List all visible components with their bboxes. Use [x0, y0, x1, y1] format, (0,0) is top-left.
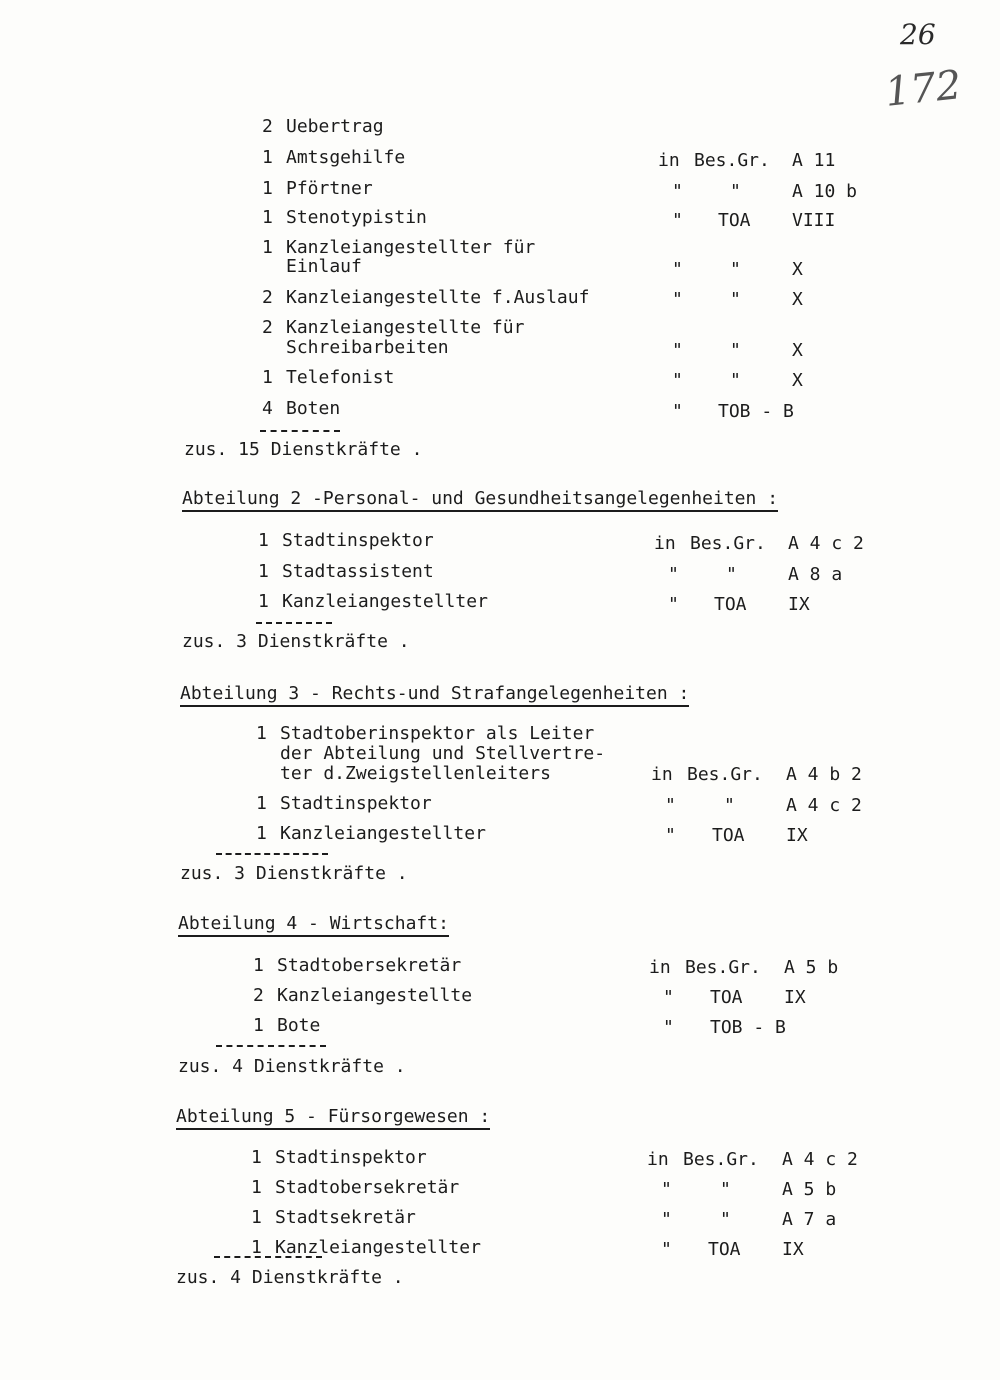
row-col1: in	[647, 1149, 669, 1170]
row-col1: "	[665, 825, 676, 846]
row-col2: "	[720, 1179, 731, 1200]
row-count: 1	[262, 178, 273, 199]
row-title-cont: ter d.Zweigstellenleiters	[280, 763, 551, 784]
row-col1: in	[651, 764, 673, 785]
row-title: Stadtinspektor	[275, 1147, 427, 1168]
page-number: 26	[900, 18, 936, 51]
row-col3: A 5 b	[784, 957, 839, 978]
row-col2: Bes.Gr.	[694, 150, 770, 171]
row-col2: Bes.Gr.	[683, 1149, 759, 1170]
row-col2: "	[724, 795, 735, 816]
row-title: Stadtinspektor	[282, 530, 434, 551]
row-col3: A 4 c 2	[788, 533, 864, 554]
row-title: Bote	[277, 1015, 321, 1036]
row-col3: VIII	[792, 210, 836, 231]
row-count: 1	[262, 207, 273, 228]
row-col1: "	[672, 210, 683, 231]
row-col3: A 11	[792, 150, 836, 171]
row-col2: "	[730, 289, 741, 310]
row-title: Kanzleiangestellter für	[286, 237, 536, 258]
row-col3: A 10 b	[792, 181, 858, 202]
row-count: 1	[251, 1237, 262, 1258]
sum-divider	[256, 622, 332, 624]
row-title: Stadtobersekretär	[275, 1177, 460, 1198]
section-heading: Abteilung 4 - Wirtschaft:	[178, 914, 449, 937]
section-total: zus. 3 Dienstkräfte .	[182, 631, 410, 652]
row-col1: "	[672, 340, 683, 361]
row-col3: A 7 a	[782, 1209, 837, 1230]
row-col1: in	[649, 957, 671, 978]
row-title: Kanzleiangestellter	[275, 1237, 481, 1258]
row-col2: TOA	[708, 1239, 741, 1260]
sum-divider	[260, 430, 340, 432]
row-col1: "	[665, 795, 676, 816]
folio-number: 172	[882, 62, 964, 116]
row-col1: "	[661, 1209, 672, 1230]
row-count: 2	[262, 287, 273, 308]
row-col2: TOA	[714, 594, 747, 615]
row-title: Stadtobersekretär	[277, 955, 462, 976]
row-col1: in	[654, 533, 676, 554]
row-col2: TOB - B	[718, 401, 794, 422]
row-title: Stadtassistent	[282, 561, 434, 582]
row-col2: "	[726, 564, 737, 585]
row-count: 1	[258, 591, 269, 612]
row-col3: A 8 a	[788, 564, 843, 585]
row-col3: A 4 c 2	[786, 795, 862, 816]
row-col3: X	[792, 259, 803, 280]
row-count: 1	[251, 1207, 262, 1228]
row-title: Amtsgehilfe	[286, 147, 406, 168]
row-title: Uebertrag	[286, 116, 384, 137]
row-title: Stadtinspektor	[280, 793, 432, 814]
row-col2: "	[730, 370, 741, 391]
row-col2: "	[730, 259, 741, 280]
section-heading: Abteilung 2 -Personal- und Gesundheitsangelegenheiten :	[182, 489, 778, 512]
row-count: 1	[256, 723, 267, 744]
row-title-cont: Einlauf	[286, 256, 362, 277]
row-col1: "	[663, 1017, 674, 1038]
row-col3: IX	[788, 594, 810, 615]
row-title: Telefonist	[286, 367, 395, 388]
row-col1: "	[661, 1239, 672, 1260]
row-col2: Bes.Gr.	[690, 533, 766, 554]
row-col2: Bes.Gr.	[687, 764, 763, 785]
row-col2: "	[730, 340, 741, 361]
section-total: zus. 3 Dienstkräfte .	[180, 863, 408, 884]
row-col1: "	[672, 401, 683, 422]
row-count: 1	[253, 1015, 264, 1036]
row-col1: "	[672, 181, 683, 202]
row-title-cont: Schreibarbeiten	[286, 337, 449, 358]
row-col3: IX	[784, 987, 806, 1008]
row-col3: A 5 b	[782, 1179, 837, 1200]
section-heading: Abteilung 3 - Rechts-und Strafangelegenheiten :	[180, 684, 689, 707]
row-col2: TOA	[712, 825, 745, 846]
row-title: Kanzleiangestellter	[282, 591, 488, 612]
row-count: 1	[256, 793, 267, 814]
row-col3: IX	[786, 825, 808, 846]
row-title: Pförtner	[286, 178, 373, 199]
row-title: Boten	[286, 398, 341, 419]
row-count: 1	[253, 955, 264, 976]
row-title: Kanzleiangestellte f.Auslauf	[286, 287, 590, 308]
row-col1: in	[658, 150, 680, 171]
row-count: 1	[256, 823, 267, 844]
section-total: zus. 15 Dienstkräfte .	[184, 439, 423, 460]
row-col3: A 4 b 2	[786, 764, 862, 785]
row-title: Stadtoberinspektor als Leiter	[280, 723, 595, 744]
row-col2: TOB - B	[710, 1017, 786, 1038]
sum-divider	[216, 1045, 326, 1047]
row-col1: "	[663, 987, 674, 1008]
section-heading: Abteilung 5 - Fürsorgewesen :	[176, 1107, 490, 1130]
row-count: 1	[251, 1147, 262, 1168]
row-count: 2	[253, 985, 264, 1006]
row-col1: "	[672, 370, 683, 391]
row-col3: A 4 c 2	[782, 1149, 858, 1170]
row-title: Stenotypistin	[286, 207, 427, 228]
row-count: 1	[258, 530, 269, 551]
row-col1: "	[672, 289, 683, 310]
row-col3: X	[792, 289, 803, 310]
row-col1: "	[668, 564, 679, 585]
row-col1: "	[672, 259, 683, 280]
row-count: 1	[262, 237, 273, 258]
sum-divider	[216, 853, 328, 855]
row-col2: TOA	[710, 987, 743, 1008]
row-title: Kanzleiangestellter	[280, 823, 486, 844]
row-col3: IX	[782, 1239, 804, 1260]
row-title: Kanzleiangestellte	[277, 985, 473, 1006]
row-col1: "	[668, 594, 679, 615]
row-col2: TOA	[718, 210, 751, 231]
row-count: 1	[262, 147, 273, 168]
row-count: 1	[251, 1177, 262, 1198]
row-count: 4	[262, 398, 273, 419]
row-col1: "	[661, 1179, 672, 1200]
row-count: 1	[258, 561, 269, 582]
row-count: 2	[262, 116, 273, 137]
row-title-cont: der Abteilung und Stellvertre-	[280, 743, 606, 764]
row-title: Stadtsekretär	[275, 1207, 416, 1228]
row-title: Kanzleiangestellte für	[286, 317, 525, 338]
row-col3: X	[792, 370, 803, 391]
row-col3: X	[792, 340, 803, 361]
row-col2: Bes.Gr.	[685, 957, 761, 978]
row-col2: "	[730, 181, 741, 202]
section-total: zus. 4 Dienstkräfte .	[176, 1267, 404, 1288]
row-count: 1	[262, 367, 273, 388]
row-count: 2	[262, 317, 273, 338]
row-col2: "	[720, 1209, 731, 1230]
section-total: zus. 4 Dienstkräfte .	[178, 1056, 406, 1077]
